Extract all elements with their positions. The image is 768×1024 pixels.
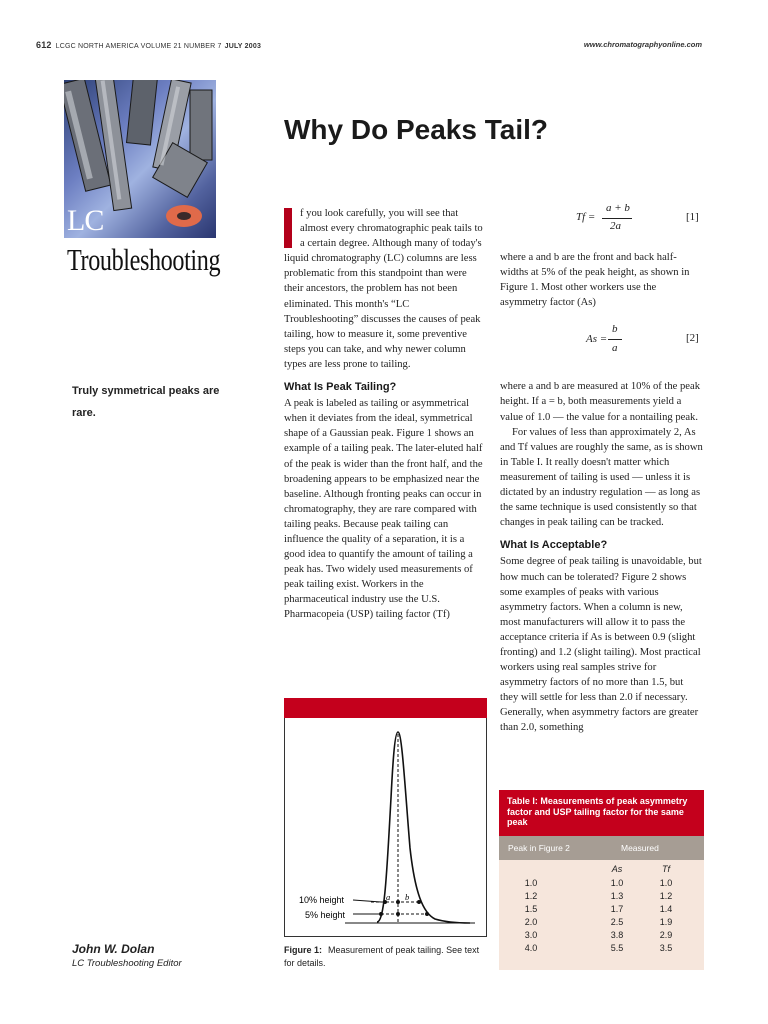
- department-label-troubleshooting: Troubleshooting: [67, 242, 221, 277]
- marker: [396, 900, 400, 904]
- website-url: www.chromatographyonline.com: [583, 40, 702, 49]
- intro-text: f you look carefully, you will see that almost every chromatographic peak tails to a certain degree. Although many of today's liquid chromatography (LC) columns are less problematic from this standpoint than were their ancestors, the problem has not been eliminated. This month's “LC Troubleshooting” discusses the causes of peak tailing, how to measure it, some preventive steps you can take, and why newer column types are less prone to tailing.: [284, 208, 483, 370]
- table-cell: 1.0: [524, 878, 538, 888]
- equation-1-number: [1]: [686, 211, 699, 223]
- running-header: [36, 40, 261, 50]
- article-title: Why Do Peaks Tail?: [284, 114, 548, 145]
- peak-curve: [377, 732, 470, 923]
- table-1-title: Table I: Measurements of peak asymmetry factor and USP tailing factor for the same peak: [499, 790, 704, 836]
- page-number: 612: [36, 40, 52, 50]
- marker: [417, 900, 421, 904]
- equation-1-lhs: Tf =: [576, 211, 596, 223]
- label-a: a: [386, 892, 391, 902]
- equation-2-numerator: b: [612, 323, 618, 335]
- table-cell: 1.7: [610, 904, 624, 914]
- equation-2-denominator: a: [612, 342, 618, 354]
- table-header-row: [499, 836, 704, 860]
- label-5-percent: 5% height: [305, 910, 346, 920]
- intro-paragraph: [284, 206, 484, 372]
- table-cell: 1.9: [659, 917, 673, 927]
- figure-header-bar: [284, 698, 487, 718]
- table-cell: 2.5: [610, 917, 624, 927]
- department-label-lc: LC: [67, 204, 104, 237]
- column-2-paragraph-4: Some degree of peak tailing is unavoidable, but how much can be tolerated? Figure 2 shows some examples of peaks with various asymmetry factors. When a column is new, most manufacturers will allow it to pass the acceptance criteria if As is between 0.9 (slight fronting) and 1.2 (slight tailing). Most practical workers using real samples strive for asymmetry factors of no more than 1.5, but they will settle for less than 2.0 if necessary. Generally, when asymmetry factors are greater than 2.0, something: [500, 556, 702, 734]
- caption-text: Measurement of peak tailing. See text for details.: [284, 945, 480, 968]
- table-cell: 3.5: [659, 943, 673, 953]
- marker: [379, 912, 383, 916]
- column-2-paragraph-1: where a and b are the front and back half-widths at 5% of the peak height, as shown in Figure 1. Most other workers use the asymmetry factor (As): [500, 252, 690, 309]
- table-cell: 1.4: [659, 904, 673, 914]
- issue-date: JULY 2003: [224, 43, 262, 50]
- table-cell: 1.2: [524, 891, 538, 901]
- table-body: [499, 862, 704, 970]
- label-b: b: [405, 892, 410, 902]
- column-2-paragraph-2: where a and b are measured at 10% of the peak height. If a = b, both measurements yield a value of 1.0 — the value for a nontailing peak.: [500, 381, 701, 423]
- author-role: LC Troubleshooting Editor: [72, 958, 182, 969]
- table-cell: 3.8: [610, 930, 624, 940]
- equation-1-denominator: 2a: [610, 220, 621, 232]
- fraction-bar: [602, 218, 632, 219]
- drop-cap-bar: [284, 208, 292, 248]
- publication-info: LCGC NORTH AMERICA VOLUME 21 NUMBER 7: [55, 43, 222, 50]
- equation-2-lhs: As =: [586, 333, 608, 345]
- column-2-paragraph-3: For values of less than approximately 2, As and Tf values are roughly the same, as is shown in Table I. It really doesn't matter which measurement of tailing is used — unless it is dictated by an industry regulation — as long as the same technique is used consistently so that changes in peak tailing can be tracked.: [500, 426, 703, 529]
- table-cell: 1.2: [659, 891, 673, 901]
- article-column-1: [284, 206, 484, 623]
- figure-1: [284, 718, 487, 937]
- table-cell: 4.0: [524, 943, 538, 953]
- table-cell: 1.3: [610, 891, 624, 901]
- table-cell: 2.0: [524, 917, 538, 927]
- author-name: John W. Dolan: [72, 942, 155, 956]
- table-cell: 3.0: [524, 930, 538, 940]
- caption-label: Figure 1:: [284, 945, 323, 955]
- figure-1-caption: [284, 944, 488, 970]
- equation-1-numerator: a + b: [606, 202, 630, 214]
- equation-2-number: [2]: [686, 332, 699, 344]
- article-column-2: [500, 250, 704, 736]
- marker: [425, 912, 429, 916]
- sub-header-tf: Tf: [662, 864, 670, 874]
- table-cell: 1.0: [659, 878, 673, 888]
- sub-header-as: As: [611, 864, 623, 874]
- marker: [396, 912, 400, 916]
- peak-diagram: [285, 718, 486, 936]
- table-cell: 1.5: [524, 904, 538, 914]
- body-paragraph: A peak is labeled as tailing or asymmetrical when it deviates from the ideal, symmetrical shape of a Gaussian peak. Figure 1 shows an example of a tailing peak. The later-eluted half of the peak is wider than the front half, and the broadening appears to be emphasized near the baseline. Although fronting peaks can occur in chromatography, they are rare compared with tailing peaks. Because peak tailing can influence the quality of a separation, it is a good idea to quantify the amount of tailing a peak has. Two widely used measurements of peak tailing exist. Workers in the pharmaceutical industry use the U.S. Pharmacopeia (USP) tailing factor (Tf): [284, 398, 483, 621]
- section-heading-acceptable: What Is Acceptable?: [500, 539, 608, 552]
- leader-line: [353, 900, 381, 902]
- table-cell: 2.9: [659, 930, 673, 940]
- label-10-percent: 10% height: [299, 895, 345, 905]
- col-header-peak: Peak in Figure 2: [508, 843, 570, 853]
- pull-quote: Truly symmetrical peaks are rare.: [72, 385, 220, 419]
- col-header-measured: Measured: [621, 843, 659, 853]
- table-cell: 5.5: [610, 943, 624, 953]
- fraction-bar: [608, 339, 622, 340]
- section-heading-peak-tailing: What Is Peak Tailing?: [284, 381, 397, 394]
- table-cell: 1.0: [610, 878, 624, 888]
